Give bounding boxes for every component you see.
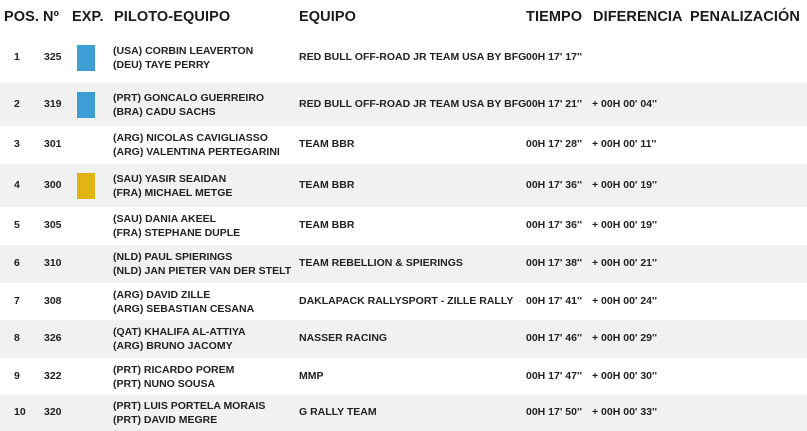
table-row[interactable] [0, 245, 807, 283]
table-row[interactable] [0, 207, 807, 245]
pilot-name: (ARG) NICOLAS CAVIGLIASSO [113, 132, 268, 144]
difference-cell: + 00H 00' 21'' [592, 257, 657, 269]
team-cell: TEAM BBR [299, 138, 355, 150]
header-team: EQUIPO [299, 9, 356, 25]
difference-cell: + 00H 00' 33'' [592, 406, 657, 418]
team-cell: TEAM BBR [299, 178, 355, 191]
position-cell: 9 [14, 369, 20, 382]
pilot-name: (PRT) LUIS PORTELA MORAIS [113, 400, 266, 412]
position-cell: 7 [14, 294, 20, 307]
position-cell: 8 [14, 332, 20, 344]
experience-badge [77, 173, 95, 199]
number-cell: 325 [44, 51, 62, 63]
copilot-name: (ARG) SEBASTIAN CESANA [113, 302, 255, 315]
copilot-name: (FRA) MICHAEL METGE [113, 186, 233, 199]
copilot-name: (DEU) TAYE PERRY [113, 59, 211, 71]
experience-badge [77, 92, 95, 118]
difference-cell: + 00H 00' 19'' [592, 219, 657, 231]
number-cell: 319 [44, 97, 62, 110]
position-cell: 5 [14, 219, 20, 231]
team-cell: G RALLY TEAM [299, 406, 377, 418]
table-row[interactable] [0, 33, 807, 83]
header-pen: PENALIZACIÓN [690, 9, 800, 25]
position-cell: 1 [14, 51, 20, 63]
pilot-name: (PRT) RICARDO POREM [113, 363, 235, 376]
pilot-name: (USA) CORBIN LEAVERTON [113, 45, 254, 57]
number-cell: 308 [44, 294, 62, 307]
pilot-name: (QAT) KHALIFA AL-ATTIYA [113, 326, 246, 338]
copilot-name: (ARG) BRUNO JACOMY [113, 340, 233, 352]
number-cell: 300 [44, 178, 62, 191]
table-row[interactable] [0, 83, 807, 126]
difference-cell: + 00H 00' 30'' [592, 369, 657, 382]
table-row[interactable] [0, 395, 807, 431]
pilot-name: (ARG) DAVID ZILLE [113, 288, 211, 301]
time-cell: 00H 17' 50'' [526, 406, 582, 418]
difference-cell: + 00H 00' 29'' [592, 332, 657, 344]
header-diff: DIFERENCIA [593, 9, 683, 25]
pilot-name: (PRT) GONCALO GUERREIRO [113, 91, 265, 104]
number-cell: 320 [44, 406, 62, 418]
table-row[interactable] [0, 358, 807, 395]
number-cell: 305 [44, 219, 62, 231]
time-cell: 00H 17' 28'' [526, 138, 582, 150]
team-cell: RED BULL OFF-ROAD JR TEAM USA BY BFG [299, 97, 527, 110]
number-cell: 322 [44, 369, 62, 382]
time-cell: 00H 17' 38'' [526, 257, 582, 269]
difference-cell: + 00H 00' 04'' [592, 97, 657, 110]
pilot-name: (SAU) DANIA AKEEL [113, 213, 217, 225]
team-cell: DAKLAPACK RALLYSPORT - ZILLE RALLY [299, 294, 514, 307]
team-cell: RED BULL OFF-ROAD JR TEAM USA BY BFG [299, 51, 527, 63]
time-cell: 00H 17' 36'' [526, 178, 582, 191]
copilot-name: (BRA) CADU SACHS [113, 105, 216, 118]
position-cell: 2 [14, 97, 20, 110]
number-cell: 326 [44, 332, 62, 344]
team-cell: NASSER RACING [299, 332, 388, 344]
table-row[interactable] [0, 164, 807, 207]
copilot-name: (PRT) NUNO SOUSA [113, 377, 216, 390]
pilot-name: (NLD) PAUL SPIERINGS [113, 251, 233, 263]
team-cell: TEAM BBR [299, 219, 355, 231]
header-pos: POS. [4, 9, 40, 25]
table-row[interactable] [0, 126, 807, 164]
position-cell: 10 [14, 406, 26, 418]
team-cell: TEAM REBELLION & SPIERINGS [299, 257, 463, 269]
time-cell: 00H 17' 17'' [526, 51, 582, 63]
copilot-name: (PRT) DAVID MEGRE [113, 414, 218, 426]
copilot-name: (FRA) STEPHANE DUPLE [113, 227, 241, 239]
time-cell: 00H 17' 36'' [526, 219, 582, 231]
difference-cell: + 00H 00' 19'' [592, 178, 657, 191]
time-cell: 00H 17' 46'' [526, 332, 582, 344]
number-cell: 310 [44, 257, 62, 269]
time-cell: 00H 17' 41'' [526, 294, 582, 307]
table-header [0, 0, 807, 33]
difference-cell: + 00H 00' 11'' [592, 138, 657, 150]
position-cell: 3 [14, 138, 20, 150]
header-exp: EXP. [72, 9, 104, 25]
time-cell: 00H 17' 21'' [526, 97, 582, 110]
header-num: Nº [43, 9, 59, 25]
number-cell: 301 [44, 138, 62, 150]
copilot-name: (ARG) VALENTINA PERTEGARINI [113, 146, 280, 158]
pilot-name: (SAU) YASIR SEAIDAN [113, 172, 227, 185]
table-row[interactable] [0, 283, 807, 320]
experience-badge [77, 45, 95, 71]
position-cell: 6 [14, 257, 20, 269]
difference-cell: + 00H 00' 24'' [592, 294, 657, 307]
position-cell: 4 [14, 178, 20, 191]
header-time: TIEMPO [526, 9, 583, 25]
time-cell: 00H 17' 47'' [526, 369, 582, 382]
table-row[interactable] [0, 320, 807, 358]
copilot-name: (NLD) JAN PIETER VAN DER STELT [113, 265, 292, 277]
team-cell: MMP [299, 369, 324, 382]
header-pilot: PILOTO-EQUIPO [114, 9, 231, 25]
